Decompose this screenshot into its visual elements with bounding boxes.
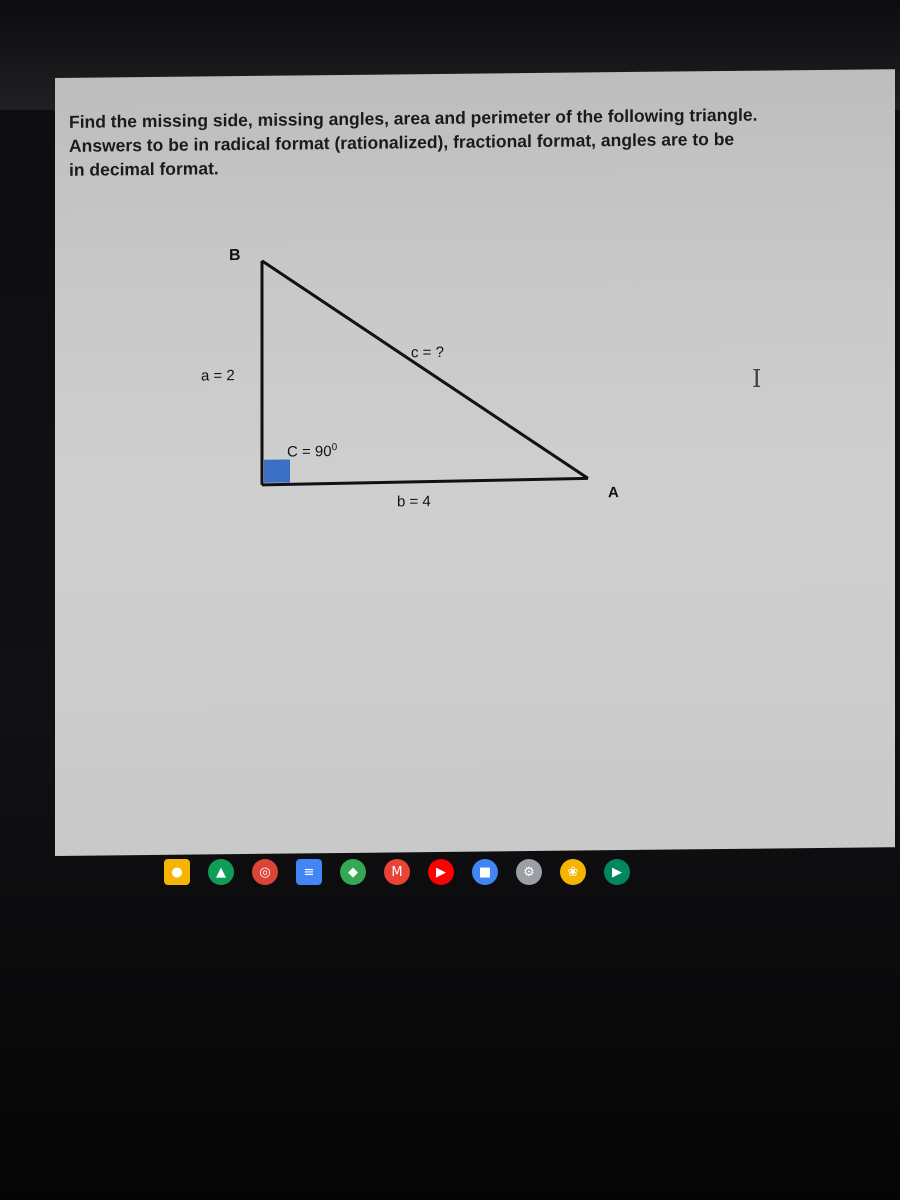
files-icon[interactable]: ■ <box>472 859 498 885</box>
right-angle-marker <box>264 460 290 483</box>
docs-icon[interactable]: ≡ <box>296 859 322 885</box>
right-triangle-figure <box>55 69 895 856</box>
app-shelf <box>150 850 804 894</box>
chrome-icon[interactable]: ◎ <box>252 859 278 885</box>
angle-c-label <box>287 442 338 461</box>
side-a-label: a = 2 <box>201 367 235 385</box>
keep-icon[interactable]: ● <box>164 859 190 885</box>
text-cursor-ibeam: I <box>752 365 762 393</box>
side-c-label: c = ? <box>411 343 444 362</box>
side-b-label: b = 4 <box>397 493 431 511</box>
play-store-icon[interactable]: ▶ <box>604 859 630 885</box>
angle-c-degree-mark: 0 <box>331 442 338 454</box>
vertex-a-label: A <box>608 484 619 502</box>
document-screen <box>55 69 895 856</box>
youtube-icon[interactable]: ▶ <box>428 859 454 885</box>
vertex-b-label: B <box>229 247 241 265</box>
maps-icon[interactable]: ◆ <box>340 859 366 885</box>
instruction-line-3: in decimal format. <box>69 158 219 180</box>
photos-icon[interactable]: ❀ <box>560 859 586 885</box>
drive-icon[interactable]: ▲ <box>208 859 234 885</box>
gmail-icon[interactable]: M <box>384 859 410 885</box>
side-b-line <box>262 478 588 484</box>
settings-icon[interactable]: ⚙ <box>516 859 542 885</box>
instruction-line-2: Answers to be in radical format (rationalized), fractional format, angles are to be <box>69 128 735 156</box>
angle-c-value: C = 90 <box>287 443 332 461</box>
instruction-line-1: Find the missing side, missing angles, area and perimeter of the following triangle. <box>69 104 758 132</box>
